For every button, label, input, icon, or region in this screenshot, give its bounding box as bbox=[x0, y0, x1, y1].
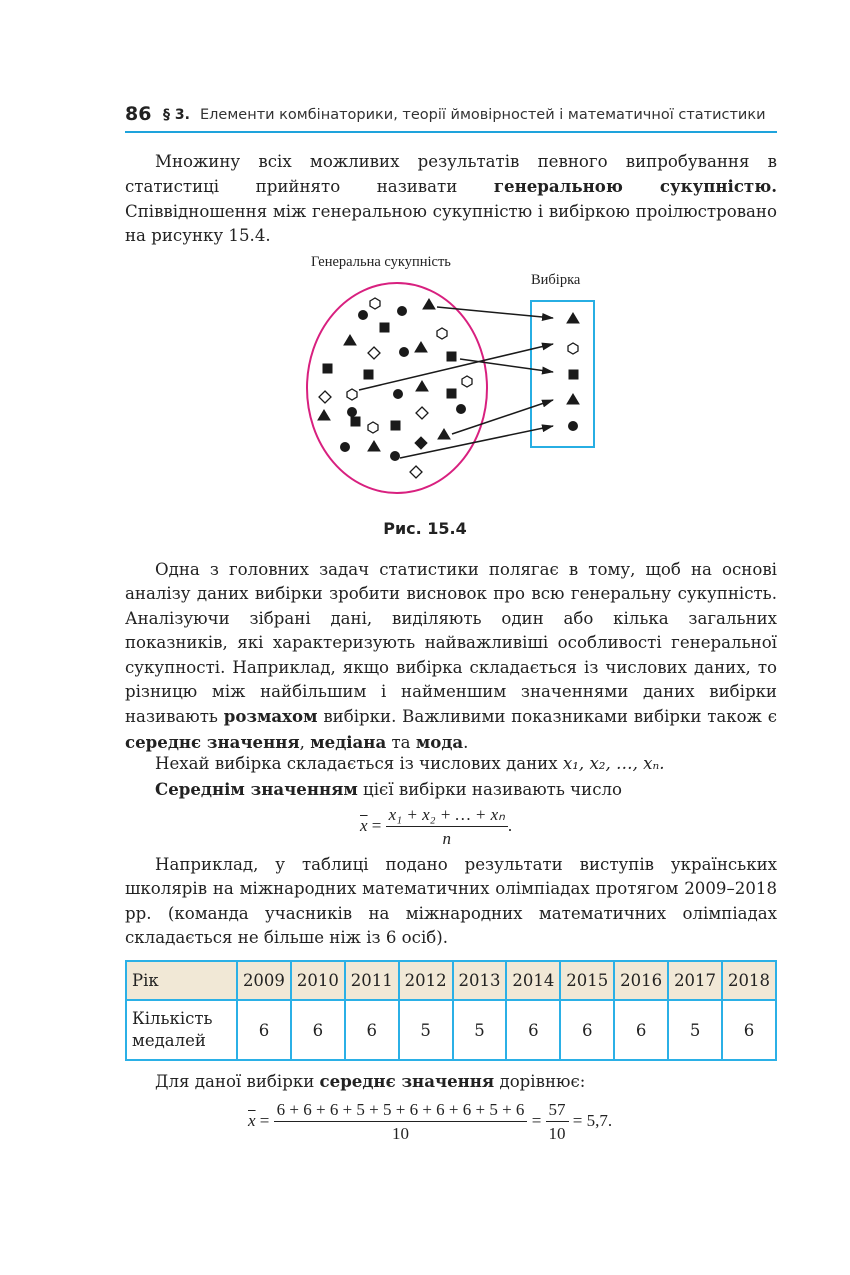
population-elements bbox=[318, 298, 472, 478]
sample-list: x₁, x₂, …, xₙ. bbox=[562, 754, 665, 773]
page-number: 86 bbox=[125, 103, 152, 125]
population-ellipse bbox=[307, 283, 487, 493]
table-cell-year: 2009 bbox=[237, 961, 291, 1000]
figure-caption: Рис. 15.4 bbox=[383, 519, 467, 538]
table-cell-medals: 6 bbox=[237, 1000, 291, 1060]
table-row-medals bbox=[126, 1000, 776, 1060]
table-cell-year: 2017 bbox=[668, 961, 722, 1000]
page-header bbox=[125, 101, 777, 133]
section-number: § 3. bbox=[163, 107, 190, 123]
table-cell-year: 2016 bbox=[614, 961, 668, 1000]
sample-box bbox=[531, 301, 594, 447]
table-header-year: Рік bbox=[126, 961, 237, 1000]
table-cell-medals: 6 bbox=[560, 1000, 614, 1060]
intro-paragraph: Множину всіх можливих результатів певного випробування в статистиці прийнято називати генеральною сукупністю. Співвідношення між генеральною сукупністю і вибіркою проілюстровано на рисунку 15.4. bbox=[125, 152, 778, 246]
body-paragraph-2: Нехай вибірка складається із числових даних x₁, x₂, …, xₙ. bbox=[155, 754, 665, 773]
body-paragraph-5: Для даної вибірки середнє значення дорівнює: bbox=[155, 1071, 586, 1091]
mean-calculation-formula: $\overline{x}$ = $\frac{6 + 6 + 6 + 5 + 5 + 6 + 6 + 6 + 5 + 6}{10}$ = $\frac{57}{10}$ = 5,7. bbox=[248, 1100, 613, 1143]
table-cell-year: 2014 bbox=[506, 961, 560, 1000]
table-cell-medals: 6 bbox=[291, 1000, 345, 1060]
sample-label: Вибірка bbox=[531, 272, 581, 288]
body-paragraph-1: Одна з головних задач статистики полягає в тому, щоб на основі аналізу даних вибірки зробити висновок про всю генеральну сукупність. Аналізуючи зібрані дані, виділяють один або кілька загальних показників, які характеризують найважливіші особливості генеральної сукупності. Наприклад, якщо вибірка складається із числових даних, то різницю між найбільшим і найменшим значеннями даних вибірки називають розмахом вибірки. Важливими показниками вибірки також є середнє значення, медіана та мода. bbox=[125, 560, 777, 752]
table-cell-year: 2013 bbox=[453, 961, 507, 1000]
population-label: Генеральна сукупність bbox=[311, 254, 451, 270]
table-cell-medals: 5 bbox=[399, 1000, 453, 1060]
table-cell-medals: 5 bbox=[668, 1000, 722, 1060]
table-cell-year: 2015 bbox=[560, 961, 614, 1000]
mean-formula: $\overline{x}$ = $\frac{\text{x₁ + x₂ + … + xₙ}}{n}$ . bbox=[360, 805, 513, 848]
sample-elements bbox=[567, 313, 579, 431]
table-cell-year: 2012 bbox=[399, 961, 453, 1000]
table-cell-medals: 5 bbox=[453, 1000, 507, 1060]
table-cell-medals: 6 bbox=[345, 1000, 399, 1060]
table-header-medals: Кількість медалей bbox=[126, 1000, 237, 1060]
table-row-years bbox=[126, 961, 776, 1000]
section-title: Елементи комбінаторики, теорії ймовірностей і математичної статистики bbox=[200, 107, 766, 123]
population-sample-diagram bbox=[300, 280, 610, 500]
table-cell-medals: 6 bbox=[614, 1000, 668, 1060]
table-cell-year: 2018 bbox=[722, 961, 776, 1000]
body-paragraph-4: Наприклад, у таблиці подано результати виступів українських школярів на міжнародних математичних олімпіадах протягом 2009–2018 рр. (команда учасників на міжнародних математичних олімпіадах складається не більше ніж із 6 осіб). bbox=[125, 855, 777, 948]
olympiad-medals-table bbox=[125, 960, 777, 1061]
body-paragraph-3: Середнім значенням цієї вибірки називають число bbox=[155, 779, 623, 799]
table-cell-medals: 6 bbox=[722, 1000, 776, 1060]
table-cell-medals: 6 bbox=[506, 1000, 560, 1060]
term-general-population: генеральною сукупністю. bbox=[493, 176, 778, 197]
table-cell-year: 2011 bbox=[345, 961, 399, 1000]
table-cell-year: 2010 bbox=[291, 961, 345, 1000]
